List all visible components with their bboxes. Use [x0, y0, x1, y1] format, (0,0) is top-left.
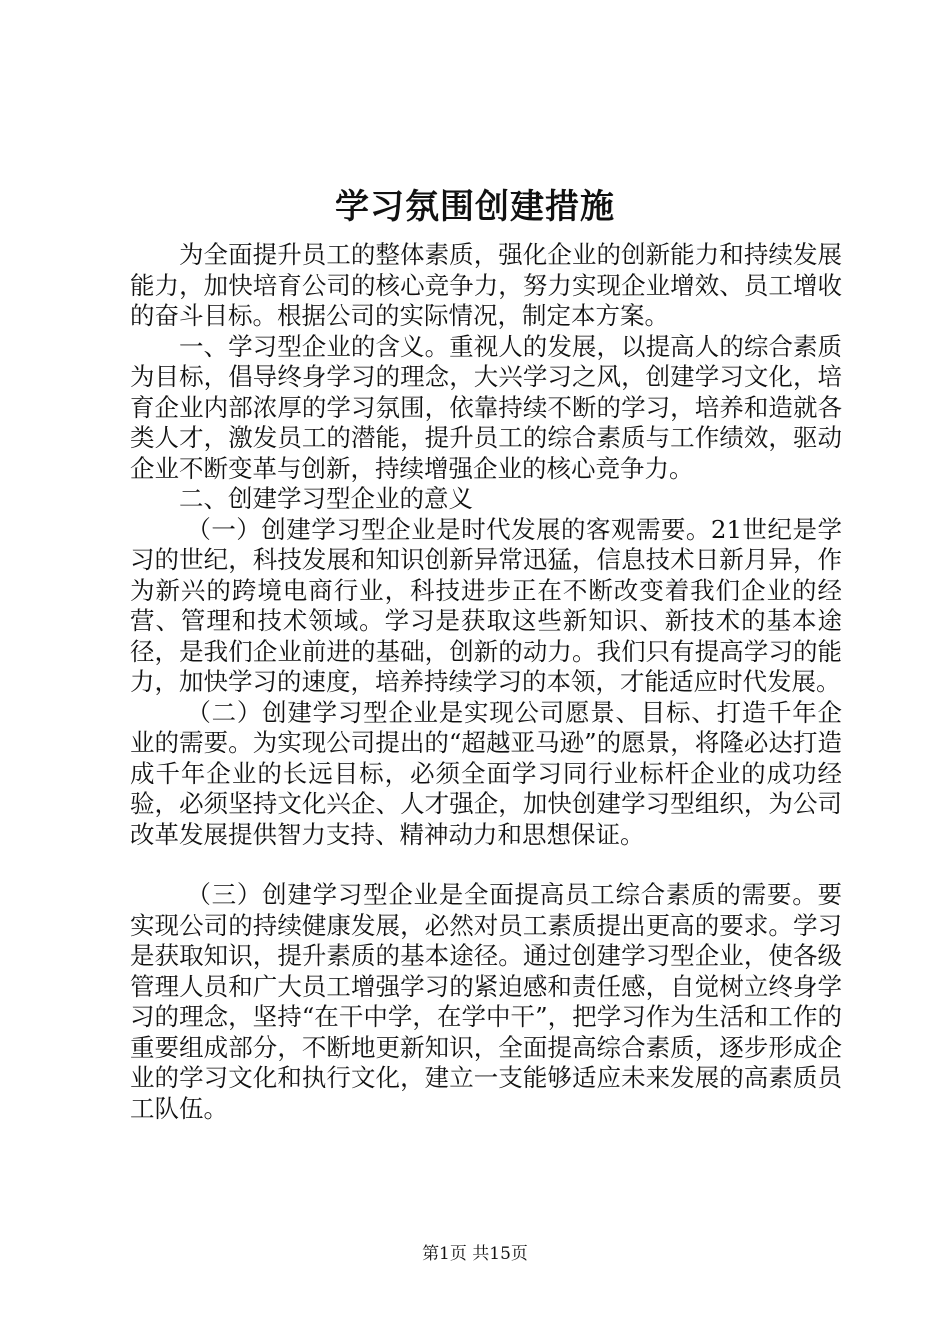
subsection-3-paragraph: （三）创建学习型企业是全面提高员工综合素质的需要。要实现公司的持续健康发展，必然对员工素质提出更高的要求。学习是获取知识，提升素质的基本途径。通过创建学习型企业，使各级管理人员和广大员工增强学习的紧迫感和责任感，自觉树立终身学习的理念，坚持“在干中学，在学中干”，把学习作为生活和工作的重要组成部分，不断地更新知识，全面提高综合素质，逐步形成企业的学习文化和执行文化，建立一支能够适应未来发展的高素质员工队伍。	[130, 880, 842, 1123]
page-footer: 第1页 共15页	[422, 1244, 528, 1264]
subsection-1-paragraph: （一）创建学习型企业是时代发展的客观需要。21世纪是学习的世纪，科技发展和知识创新异常迅猛，信息技术日新月异，作为新兴的跨境电商行业，科技进步正在不断改变着我们企业的经营、管理和技术领域。学习是获取这些新知识、新技术的基本途径，是我们企业前进的基础，创新的动力。我们只有提高学习的能力，加快学习的速度，培养持续学习的本领，才能适应时代发展。	[130, 514, 842, 696]
section-2-heading: 二、创建学习型企业的意义	[179, 484, 473, 513]
document-title: 学习氛围创建措施	[335, 187, 615, 227]
paragraph-spacer	[130, 850, 842, 880]
subsection-2-paragraph: （二）创建学习型企业是实现公司愿景、目标、打造千年企业的需要。为实现公司提出的“超越亚马逊”的愿景，将隆必达打造成千年企业的长远目标，必须全面学习同行业标杆企业的成功经验，必须坚持文化兴企、人才强企，加快创建学习型组织，为公司改革发展提供智力支持、精神动力和思想保证。	[130, 697, 842, 849]
document-body	[130, 240, 842, 1124]
intro-paragraph: 为全面提升员工的整体素质，强化企业的创新能力和持续发展能力，加快培育公司的核心竞争力，努力实现企业增效、员工增收的奋斗目标。根据公司的实际情况，制定本方案。	[130, 240, 842, 330]
section-1-paragraph: 一、学习型企业的含义。重视人的发展，以提高人的综合素质为目标，倡导终身学习的理念，大兴学习之风，创建学习文化，培育企业内部浓厚的学习氛围，依靠持续不断的学习，培养和造就各类人才，激发员工的潜能，提升员工的综合素质与工作绩效，驱动企业不断变革与创新，持续增强企业的核心竞争力。	[130, 331, 842, 483]
